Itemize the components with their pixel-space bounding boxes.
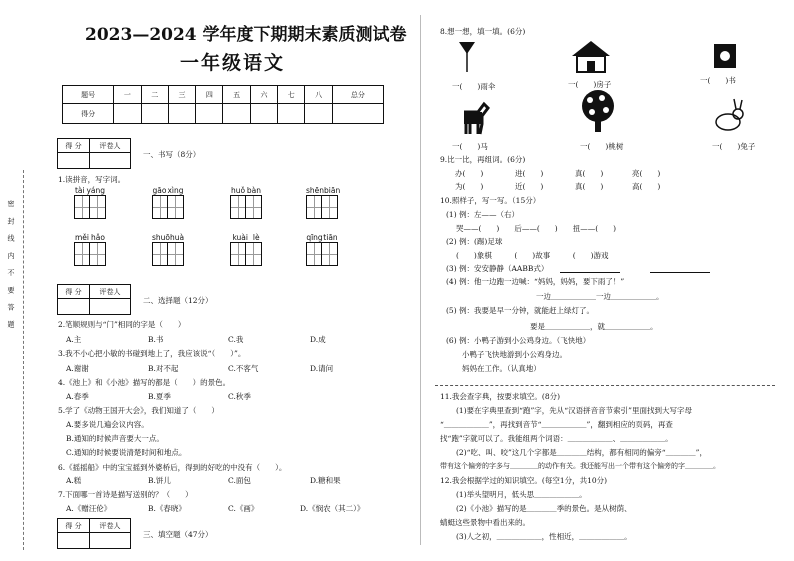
q9-cell[interactable]: 办( ) <box>455 169 484 178</box>
q9-cell[interactable]: 近( ) <box>515 182 544 191</box>
grader-box-1 <box>57 138 131 169</box>
q10-line[interactable]: 要是＿＿＿＿＿＿，就＿＿＿＿＿＿。 <box>530 322 658 331</box>
grader-cell[interactable] <box>58 533 90 549</box>
umbrella-icon <box>455 40 479 74</box>
q12-line[interactable]: (1)举头望明月，低头思＿＿＿＿＿＿。 <box>456 490 587 499</box>
pinyin: qīng <box>306 233 323 242</box>
pinyin-grid-5[interactable] <box>74 233 106 266</box>
score-h1: 一 <box>114 86 141 104</box>
q9-cell[interactable]: 进( ) <box>515 169 544 178</box>
q12-title: 12.我会根据学过的知识填空。(每空1分，共10分) <box>440 476 608 485</box>
score-h5: 五 <box>223 86 250 104</box>
score-header-row <box>63 86 384 104</box>
score-cell[interactable] <box>114 104 141 124</box>
q10-line: (5) 例：我要是早一分钟，就能赶上绿灯了。 <box>446 306 595 315</box>
q7-opt[interactable]: C.《画》 <box>228 504 259 513</box>
q8-item[interactable]: 一( )房子 <box>568 80 612 89</box>
q9-cell[interactable]: 高( ) <box>632 182 661 191</box>
q10-title: 10.照样子，写一写。（15分） <box>440 196 541 205</box>
q4-opt[interactable]: B.夏季 <box>148 392 171 401</box>
pinyin-grid-4[interactable] <box>306 186 341 219</box>
q7-opt[interactable]: B.《春晓》 <box>148 504 186 513</box>
house-icon <box>570 38 612 74</box>
answer-line[interactable] <box>650 272 710 273</box>
q6-opt[interactable]: D.糖和果 <box>310 476 341 485</box>
section3-title: 三、填空题（47分） <box>143 530 213 539</box>
q4-opt[interactable]: A.春季 <box>66 392 89 401</box>
q9-cell[interactable]: 为( ) <box>455 182 484 191</box>
section2-title: 二、选择题（12分） <box>143 296 213 305</box>
q7-opt[interactable]: D.《悯农（其二）》 <box>300 504 365 513</box>
q10-line: (2) 例：(踢)足球 <box>446 237 503 246</box>
q11-line: (1)要在字典里查到“跑”字，先从“汉语拼音音节索引”里面找到大写字母 <box>456 406 692 415</box>
q7: 7.下面哪一首诗是描写送别的？（ ） <box>58 490 193 499</box>
grader-name-label: 评卷人 <box>90 285 131 299</box>
q4-opt[interactable]: C.秋季 <box>228 392 251 401</box>
q11-line[interactable]: “＿＿＿＿＿＿”，再找到音节“＿＿＿＿＿＿”，翻到相应的页码，再查 <box>440 420 673 429</box>
score-row-label: 得分 <box>63 104 114 124</box>
q2-opt[interactable]: A.主 <box>66 335 82 344</box>
pinyin: měi <box>75 233 90 242</box>
q10-line: (3) 例：安安静静（AABB式） <box>446 264 549 273</box>
page-divider <box>420 15 421 545</box>
q4: 4.《池上》和《小池》描写的都是（ ）的景色。 <box>58 378 231 387</box>
rabbit-icon <box>712 98 746 132</box>
q5-opt[interactable]: A.要多说几遍会议内容。 <box>66 420 149 429</box>
q2-opt[interactable]: D.成 <box>310 335 326 344</box>
grader-box-2 <box>57 284 131 315</box>
score-cell[interactable] <box>278 104 305 124</box>
q10-line: 小鸭子飞快地游到小公鸡身边。 <box>462 350 567 359</box>
q8-item[interactable]: 一( )书 <box>700 76 736 85</box>
score-h8: 八 <box>305 86 332 104</box>
q10-line: (4) 例：他一边跑一边喊：“妈妈，妈妈，要下雨了！” <box>446 277 625 286</box>
score-row <box>63 104 384 124</box>
exam-title: 2023—2024 学年度下期期末素质测试卷 <box>85 25 407 45</box>
q9-cell[interactable]: 亮( ) <box>632 169 661 178</box>
q5-opt[interactable]: C.通知的时候要说清楚时间和地点。 <box>66 448 187 457</box>
q8-item[interactable]: 一( )桃树 <box>580 142 624 151</box>
q3-opt[interactable]: B.对不起 <box>148 364 179 373</box>
pinyin-grid-3[interactable] <box>230 186 262 219</box>
score-table <box>62 85 384 124</box>
q11-title: 11.我会查字典，按要求填空。(8分) <box>440 392 561 401</box>
pinyin: lè <box>252 233 260 242</box>
grader-cell[interactable] <box>90 299 131 315</box>
grader-cell[interactable] <box>58 299 90 315</box>
pinyin: shuō <box>152 233 171 242</box>
score-cell[interactable] <box>223 104 250 124</box>
grader-name-label: 评卷人 <box>90 139 131 153</box>
q12-line[interactable]: (2)《小池》描写的是＿＿＿＿季的景色。是从树荫、 <box>456 504 632 513</box>
q6-opt[interactable]: A.糕 <box>66 476 82 485</box>
q6-opt[interactable]: B.饼儿 <box>148 476 171 485</box>
pinyin: tài <box>74 186 85 195</box>
pinyin: kuài <box>232 233 248 242</box>
grader-score-label: 得 分 <box>58 139 90 153</box>
grader-score-label: 得 分 <box>58 285 90 299</box>
score-cell[interactable] <box>305 104 332 124</box>
q8-item[interactable]: 一( )马 <box>452 142 488 151</box>
q11-line[interactable]: 找“跑”字就可以了。我能组两个词语：＿＿＿＿＿＿、＿＿＿＿＿＿。 <box>440 434 673 443</box>
score-h4: 四 <box>196 86 223 104</box>
score-cell[interactable] <box>250 104 277 124</box>
grader-score-label: 得 分 <box>58 519 90 533</box>
binding-text: 密 封 线 内 不 要 答 题 <box>7 200 15 332</box>
q9-cell[interactable]: 真( ) <box>575 182 604 191</box>
score-cell[interactable] <box>332 104 383 124</box>
q10-line: (6) 例：小鸭子游到小公鸡身边。（飞快地） <box>446 336 591 345</box>
q2-opt[interactable]: B.书 <box>148 335 164 344</box>
grader-box-3 <box>57 518 131 549</box>
q10-line[interactable]: ( )象棋 ( )故事 ( )游戏 <box>456 251 609 260</box>
score-h0: 题号 <box>63 86 114 104</box>
grader-cell[interactable] <box>58 153 90 169</box>
q10-line[interactable]: 一边＿＿＿＿＿＿一边＿＿＿＿＿＿。 <box>536 292 664 301</box>
pinyin-grid-6[interactable] <box>152 233 184 266</box>
q11-line[interactable]: 带有这个偏旁的字多与＿＿＿＿的动作有关。我还能写出一个带有这个偏旁的字＿＿＿＿。 <box>440 462 720 470</box>
q10-line[interactable]: 哭——( ) 后——( ) 扭——( ) <box>456 224 617 233</box>
pinyin: hǎo <box>91 233 105 242</box>
score-cell[interactable] <box>141 104 168 124</box>
q9-title: 9.比一比，再组词。(6分) <box>440 155 526 164</box>
pinyin: bàn <box>246 186 262 195</box>
grader-name-label: 评卷人 <box>90 519 131 533</box>
section-divider <box>435 385 775 386</box>
score-h7: 七 <box>278 86 305 104</box>
book-icon <box>712 42 738 70</box>
q2-opt[interactable]: C.我 <box>228 335 244 344</box>
pinyin-grid-7[interactable] <box>230 233 262 266</box>
q5: 5.学了《动物王国开大会》，我们知道了（ ） <box>58 406 219 415</box>
q10-line: (1) 例：左——（右） <box>446 210 520 219</box>
peach-tree-icon <box>578 88 618 134</box>
q7-opt[interactable]: A.《赠汪伦》 <box>66 504 112 513</box>
answer-line[interactable] <box>560 272 620 273</box>
pinyin-grid-1[interactable] <box>74 186 106 219</box>
subject-title: 一年级语文 <box>180 52 286 74</box>
score-h9: 总分 <box>332 86 383 104</box>
q3-opt[interactable]: D.请问 <box>310 364 334 373</box>
score-h2: 二 <box>141 86 168 104</box>
q3-opt[interactable]: A.谢谢 <box>66 364 89 373</box>
pinyin: huǒ <box>230 186 246 195</box>
score-h3: 三 <box>168 86 195 104</box>
pinyin: biān <box>324 186 341 195</box>
q6: 6.《摇摇船》中的宝宝摇到外婆桥后，得到的好吃的中没有（ ）。 <box>58 463 287 472</box>
q10-line: 妈妈在工作。（认真地） <box>462 364 541 373</box>
q11-line[interactable]: (2)“吃、叫、咬”这几个字都是＿＿＿＿结构，都有相同的偏旁“＿＿＿＿”， <box>456 448 707 457</box>
q12-line: 蜻蜓这些景物中看出来的。 <box>440 518 530 527</box>
pinyin: tiān <box>323 233 338 242</box>
score-h6: 六 <box>250 86 277 104</box>
q12-line[interactable]: (3)人之初，＿＿＿＿＿＿，性相近，＿＿＿＿＿＿。 <box>456 532 632 541</box>
q8-title: 8.想一想，填一填。(6分) <box>440 27 526 36</box>
pinyin: shēn <box>306 186 325 195</box>
q3: 3.我不小心把小敏的书碰到地上了，我应该说“（ ）”。 <box>58 349 246 358</box>
grader-cell[interactable] <box>90 153 131 169</box>
pinyin: gāo <box>152 186 167 195</box>
pinyin: xìng <box>167 186 184 195</box>
q5-opt[interactable]: B.通知的时候声音要大一点。 <box>66 434 164 443</box>
score-cell[interactable] <box>196 104 223 124</box>
grader-cell[interactable] <box>90 533 131 549</box>
horse-icon <box>458 100 490 136</box>
q9-cell[interactable]: 真( ) <box>575 169 604 178</box>
q6-opt[interactable]: C.面包 <box>228 476 251 485</box>
score-cell[interactable] <box>168 104 195 124</box>
q2: 2.笔顺规则与“门”相同的字是（ ） <box>58 320 186 329</box>
pinyin: yáng <box>86 186 106 195</box>
q8-item[interactable]: 一( )兔子 <box>712 142 756 151</box>
pinyin: huà <box>170 233 185 242</box>
q8-item[interactable]: 一( )雨伞 <box>452 82 496 91</box>
q1-prompt: 1.读拼音，写字词。 <box>58 175 126 184</box>
q3-opt[interactable]: C.不客气 <box>228 364 259 373</box>
pinyin-grid-2[interactable] <box>152 186 184 219</box>
section1-title: 一、书写（8分） <box>143 150 201 159</box>
pinyin-grid-8[interactable] <box>306 233 338 266</box>
